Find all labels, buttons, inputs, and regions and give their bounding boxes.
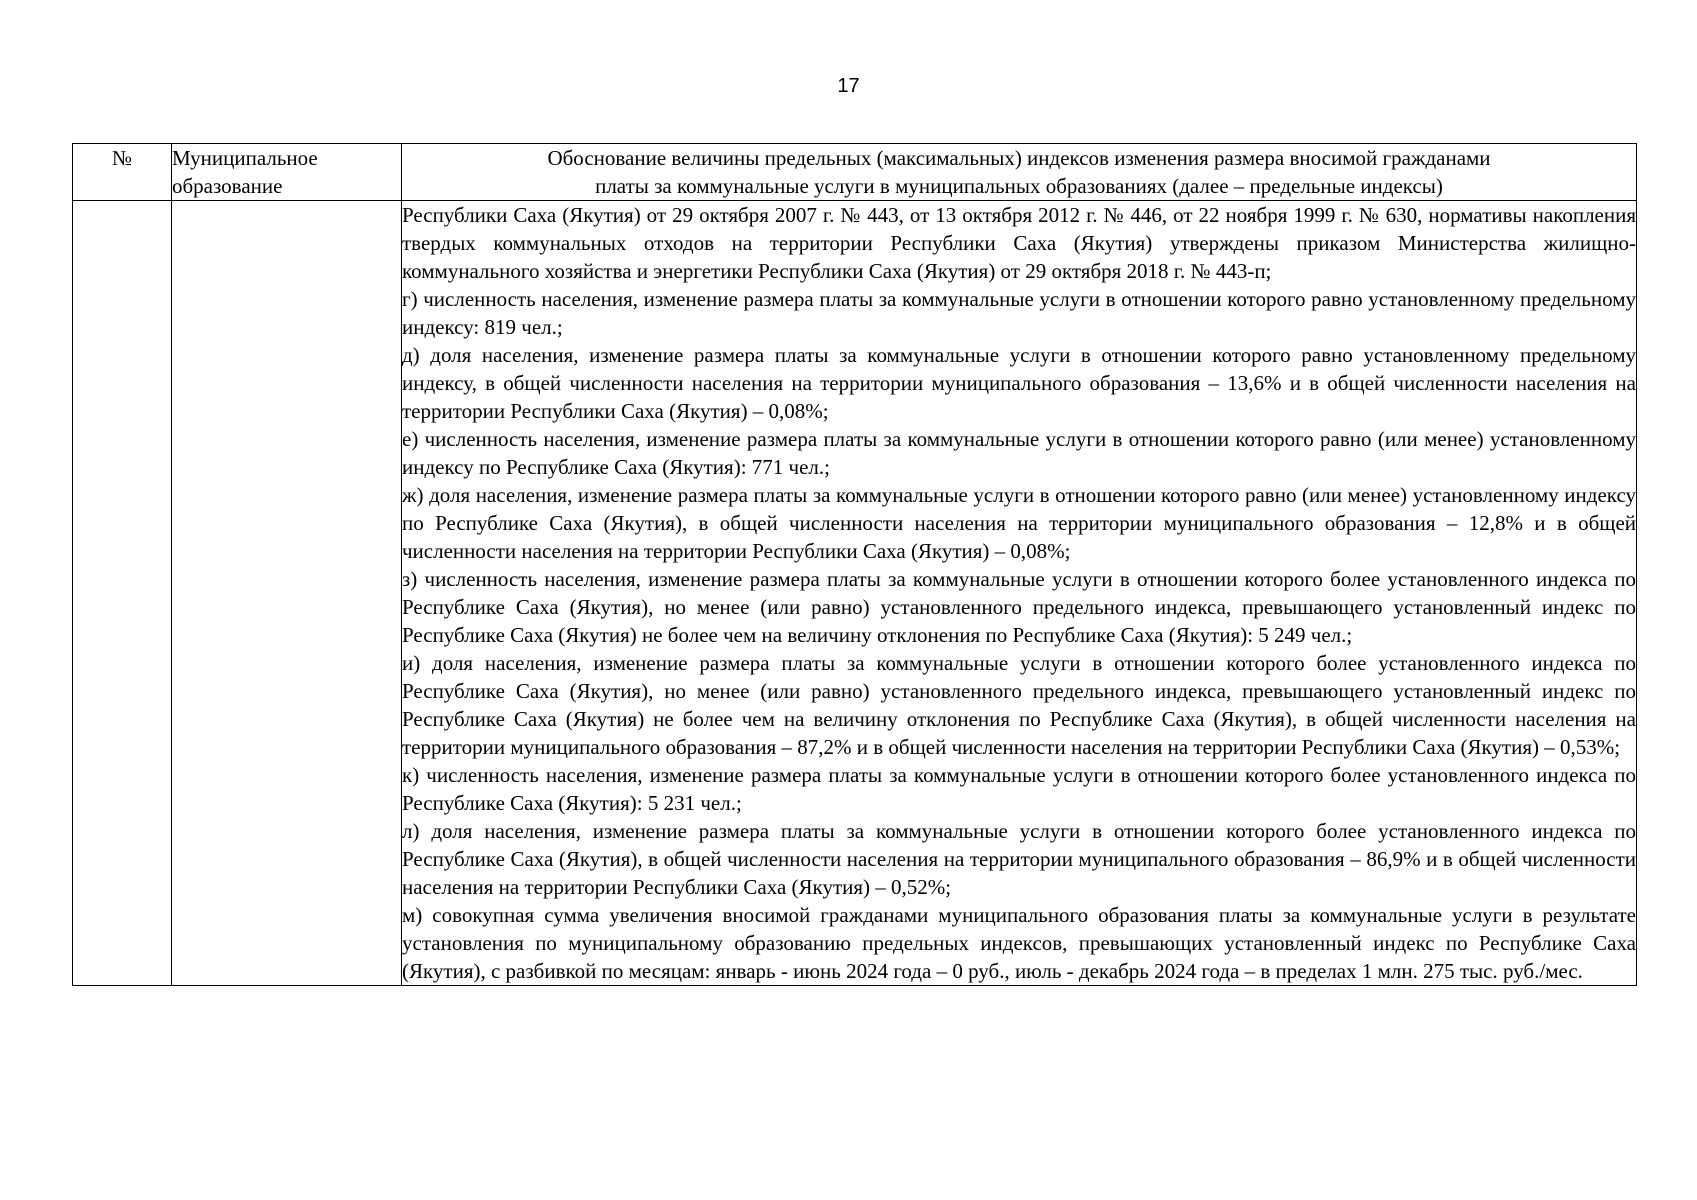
paragraph-d: д) доля населения, изменение размера платы за коммунальные услуги в отношении которого равно установленному предельному индексу, в общей численности населения на территории муниципального образования – 13,6% и в общей численности населения на территории Республики Саха (Якутия) – 0,08%;	[402, 343, 1636, 423]
paragraph-e: е) численность населения, изменение размера платы за коммунальные услуги в отношении которого равно (или менее) установленному индексу по Республике Саха (Якутия): 771 чел.;	[402, 427, 1636, 479]
table-row	[73, 201, 1637, 986]
table-header-row	[73, 144, 1637, 201]
page-number: 17	[837, 75, 860, 97]
paragraph-continuation: Республики Саха (Якутия) от 29 октября 2007 г. № 443, от 13 октября 2012 г. № 446, от 22 ноября 1999 г. № 630, нормативы накопления твердых коммунальных отходов на территории Республики Саха (Якутия) утверждены приказом Министерства жилищно-коммунального хозяйства и энергетики Республики Саха (Якутия) от 29 октября 2018 г. № 443-п;	[402, 203, 1636, 283]
header-justification-line-2: платы за коммунальные услуги в муниципальных образованиях (далее – предельные индексы)	[595, 174, 1443, 198]
paragraph-z: з) численность населения, изменение размера платы за коммунальные услуги в отношении которого более установленного индекса по Республике Саха (Якутия), но менее (или равно) установленного предельного индекса, превышающего установленный индекс по Республике Саха (Якутия) не более чем на величину отклонения по Республике Саха (Якутия): 5 249 чел.;	[402, 567, 1636, 647]
paragraph-zh: ж) доля населения, изменение размера платы за коммунальные услуги в отношении которого равно (или менее) установленному индексу по Республике Саха (Якутия), в общей численности населения на территории муниципального образования – 12,8% и в общей численности населения на территории Республики Саха (Якутия) – 0,08%;	[402, 483, 1636, 563]
header-justification-line-1: Обоснование величины предельных (максимальных) индексов изменения размера вносимой гражданами	[547, 146, 1491, 170]
row-justification-cell	[402, 201, 1637, 986]
header-justification	[402, 144, 1637, 201]
paragraph-l: л) доля населения, изменение размера платы за коммунальные услуги в отношении которого более установленного индекса по Республике Саха (Якутия), в общей численности населения на территории муниципального образования – 86,9% и в общей численности населения на территории Республики Саха (Якутия) – 0,52%;	[402, 819, 1636, 899]
paragraph-k: к) численность населения, изменение размера платы за коммунальные услуги в отношении которого более установленного индекса по Республике Саха (Якутия): 5 231 чел.;	[402, 763, 1636, 815]
justification-table	[72, 143, 1637, 986]
row-municipality-cell	[172, 201, 402, 986]
header-municipality: Муниципальное образование	[172, 144, 402, 201]
paragraph-i: и) доля населения, изменение размера платы за коммунальные услуги в отношении которого более установленного индекса по Республике Саха (Якутия), но менее (или равно) установленного предельного индекса, превышающего установленный индекс по Республике Саха (Якутия) не более чем на величину отклонения по Республике Саха (Якутия), в общей численности населения на территории муниципального образования – 87,2% и в общей численности населения на территории Республики Саха (Якутия) – 0,53%;	[402, 651, 1636, 759]
header-number: №	[73, 144, 172, 201]
row-number-cell	[73, 201, 172, 986]
paragraph-g: г) численность населения, изменение размера платы за коммунальные услуги в отношении которого равно установленному предельному индексу: 819 чел.;	[402, 287, 1636, 339]
paragraph-m: м) совокупная сумма увеличения вносимой гражданами муниципального образования платы за коммунальные услуги в результате установления по муниципальному образованию предельных индексов, превышающих установленный индекс по Республике Саха (Якутия), с разбивкой по месяцам: январь - июнь 2024 года – 0 руб., июль - декабрь 2024 года – в пределах 1 млн. 275 тыс. руб./мес.	[402, 903, 1636, 983]
